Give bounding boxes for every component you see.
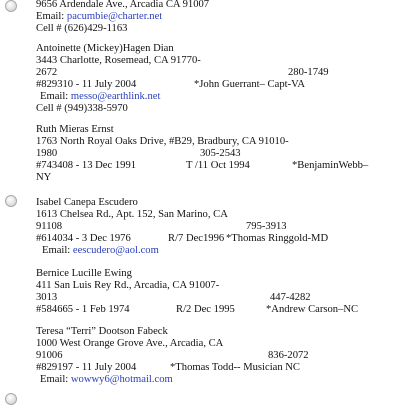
- entry-address: 1763 North Royal Oaks Drive, #B29, Bradbury, CA 91010-: [36, 136, 289, 147]
- entry-transfer: R/2 Dec 1995: [176, 304, 235, 315]
- entry-email-line: [42, 245, 159, 257]
- entry-transfer: T /11 Oct 1994: [186, 160, 250, 171]
- entry-name: Antoinette (Mickey)Hagen Dian: [36, 43, 174, 54]
- entry-member-id: #829197 - 11 July 2004: [36, 362, 137, 373]
- email-link[interactable]: eescudero@aol.com: [72, 245, 159, 256]
- entry-address: 1000 West Orange Grove Ave., Arcadia, CA: [36, 338, 224, 349]
- entry-phone: 447-4282: [270, 292, 311, 303]
- entry-name: Bernice Lucille Ewing: [36, 268, 132, 279]
- entry-phone: 795-3913: [246, 221, 287, 232]
- email-link[interactable]: pacumbie@charter.net: [66, 11, 163, 22]
- email-label: Email:: [36, 11, 65, 22]
- entry-address: 1613 Chelsea Rd., Apt. 152, San Marino, CA: [36, 209, 228, 220]
- radio-button[interactable]: [5, 393, 17, 405]
- entry-name: Isabel Canepa Escudero: [36, 197, 138, 208]
- entry-email-line: [40, 91, 160, 103]
- entry-email-line: [40, 374, 173, 386]
- entry-zip-tail: 1980: [36, 148, 58, 159]
- entry-name: Teresa “Terri” Dootson Fabeck: [36, 326, 168, 337]
- email-link[interactable]: messo@earthlink.net: [70, 91, 161, 102]
- entry-phone: 836-2072: [268, 350, 309, 361]
- entry-address: 3443 Charlotte, Rosemead, CA 91770-: [36, 55, 201, 66]
- entry-cell: Cell # (626)429-1163: [36, 23, 128, 34]
- entry-address: 411 San Luis Rey Rd., Arcadia, CA 91007-: [36, 280, 220, 291]
- email-label: Email:: [40, 91, 69, 102]
- radio-button[interactable]: [5, 195, 17, 207]
- entry-sponsor: *BenjaminWebb–: [292, 160, 369, 171]
- entry-transfer: R/7 Dec1996: [168, 233, 225, 244]
- email-link[interactable]: wowwy6@hotmail.com: [70, 374, 173, 385]
- entry-sponsor-tail: NY: [36, 172, 52, 183]
- entry-zip-tail: 3013: [36, 292, 58, 303]
- entry-sponsor: *John Guerrant– Capt-VA: [194, 79, 306, 90]
- radio-button[interactable]: [5, 0, 17, 12]
- entry-member-id: #829310 - 11 July 2004: [36, 79, 137, 90]
- entry-zip-tail: 2672: [36, 67, 58, 78]
- email-label: Email:: [40, 374, 69, 385]
- entry-zip-tail: 91108: [36, 221, 63, 232]
- entry-address: 9656 Ardendale Ave., Arcadia CA 91007: [36, 0, 210, 10]
- email-label: Email:: [42, 245, 71, 256]
- entry-phone: 280-1749: [288, 67, 329, 78]
- entry-name: Ruth Mieras Ernst: [36, 124, 114, 135]
- entry-member-id: #614034 - 3 Dec 1976: [36, 233, 131, 244]
- entry-email-line: [36, 11, 162, 23]
- entry-sponsor: *Andrew Carson–NC: [266, 304, 359, 315]
- entry-zip-tail: 91006: [36, 350, 63, 361]
- entry-member-id: #743408 - 13 Dec 1991: [36, 160, 137, 171]
- entry-sponsor: *Thomas Todd-- Musician NC: [170, 362, 301, 373]
- entry-sponsor: *Thomas Ringgold-MD: [226, 233, 329, 244]
- entry-phone: 305-2543: [200, 148, 241, 159]
- entry-member-id: #584665 - 1 Feb 1974: [36, 304, 130, 315]
- entry-cell: Cell # (949)338-5970: [36, 103, 128, 114]
